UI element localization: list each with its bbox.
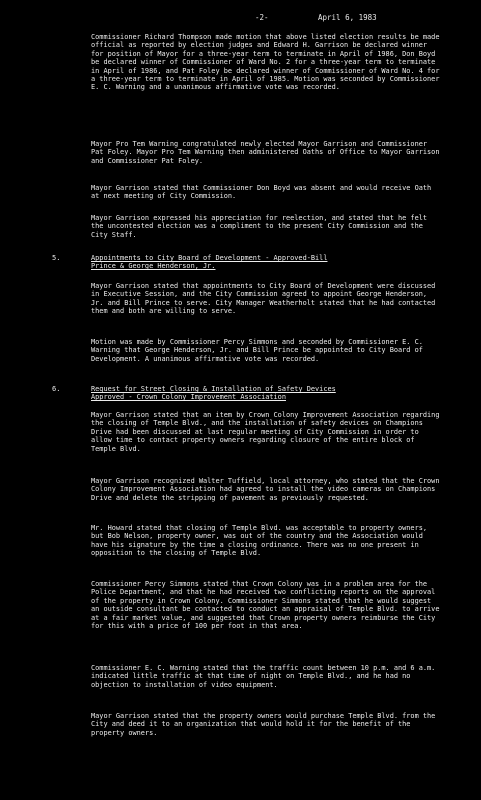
item-number-5: 5. [52, 254, 61, 262]
paragraph-property-owners: Mr. Howard stated that closing of Temple Blvd. was acceptable to property owners, but Bob Nelson, property owner, was out of the country and the Association would have his signature by the time a closing ordinance. There was no one present in opposition to the closing of Temple Blvd. [91, 524, 428, 558]
paragraph-election-motion: Commissioner Richard Thompson made motion that above listed election results be made official as reported by election judges and Edward H. Garrison be declared winner for position of Mayor for a three-year term to terminate in April of 1986, Don Boyd be declared winner of Commissioner of Ward No. 2 for a three-year term to terminate in April of 1986, and Pat Foley be declared winner of Commissioner of Ward No. 4 for a three-year term to terminate in April of 1985. Motion was seconded by Commissioner E. C. Warning and a unanimous affirmative vote was recorded. [91, 33, 440, 92]
paragraph-absent-commissioner: Mayor Garrison stated that Commissioner Don Boyd was absent and would receive Oath at next meeting of City Commission. [91, 184, 432, 201]
paragraph-street-closing: Mayor Garrison stated that an item by Crown Colony Improvement Association regarding the closing of Temple Blvd., and the installation of safety devices on Champions Drive had been discussed at last regular meeting of City Commission in order to allow time to contact property owners regarding closure of the entire block of Temple Blvd. [91, 411, 440, 453]
document-date: April 6, 1983 [318, 13, 377, 22]
paragraph-police-concerns: Commissioner Percy Simmons stated that Crown Colony was in a problem area for the Police Department, and that he had received two conflicting reports on the approval of the property in Crown Colony. Commissioner Simmons stated that he would suggest an outside consultant be contacted to conduct an appraisal of Temple Blvd. to arrive at a fair market value, and suggested that Crown property owners reimburse the City for this with a price of 100 per foot in that area. [91, 580, 440, 631]
paragraph-purchase-temple-blvd: Mayor Garrison stated that the property owners would purchase Temple Blvd. from the City and deed it to an organization that would hold it for the benefit of the property owners. [91, 712, 436, 737]
item-heading-5-line2: Prince & George Henderson, Jr. [91, 262, 216, 271]
item-heading-6-line2: Approved - Crown Colony Improvement Association [91, 393, 286, 402]
item-heading-5 [91, 254, 391, 271]
item-number-6: 6. [52, 385, 61, 393]
paragraph-traffic-count: Commissioner E. C. Warning stated that the traffic count between 10 p.m. and 6 a.m. indicated little traffic at that time of night on Temple Blvd., and he had no objection to installation of video equipment. [91, 664, 436, 689]
paragraph-oaths: Mayor Pro Tem Warning congratulated newly elected Mayor Garrison and Commissioner Pat Foley. Mayor Pro Tem Warning then administered Oaths of Office to Mayor Garrison and Commissioner Pat Foley. [91, 140, 440, 165]
paragraph-appointment-motion: Motion was made by Commissioner Percy Simmons and seconded by Commissioner E. C. Warning that George Henderson, Jr. and Bill Prince be appointed to City Board of Development. A unanimous affirmative vote was recorded. [91, 338, 423, 363]
item-heading-6-line1: Request for Street Closing & Installation of Safety Devices [91, 385, 336, 393]
page-header [0, 14, 481, 24]
item-heading-5-line1: Appointments to City Board of Development - Approved-Bill [91, 254, 328, 262]
paragraph-board-appointments: Mayor Garrison stated that appointments to City Board of Development were discussed in Executive Session, and the City Commission agreed to appoint George Henderson, Jr. and Bill Prince to serve. City Manager Weatherholt stated that he had contacted them and both are willing to serve. [91, 282, 436, 316]
page-number: -2- [255, 13, 269, 22]
paragraph-appreciation: Mayor Garrison expressed his appreciation for reelection, and stated that he felt the uncontested election was a compliment to the present City Commission and the City Staff. [91, 214, 428, 239]
paragraph-attorney-statement: Mayor Garrison recognized Walter Tuffield, local attorney, who stated that the Crown Colony Improvement Association had agreed to install the video cameras on Champions Drive and delete the stripping of pavement as previously requested. [91, 477, 440, 502]
item-heading-6 [91, 385, 391, 402]
